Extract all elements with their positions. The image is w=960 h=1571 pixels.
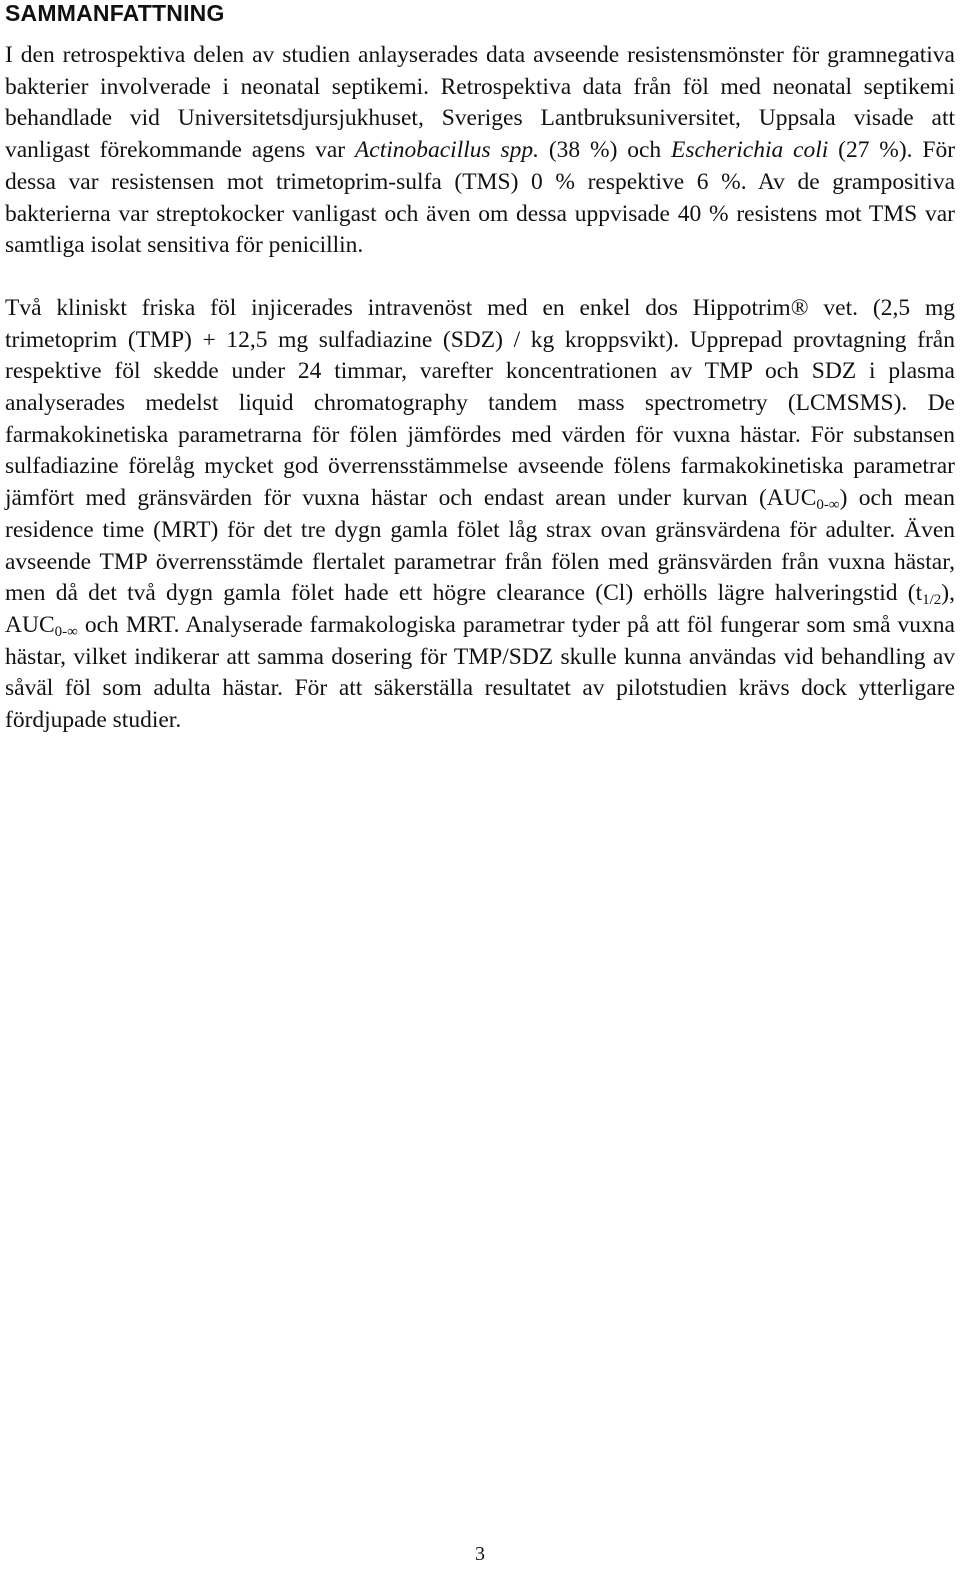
subscript: 1/2: [922, 592, 942, 609]
paragraph-text: (38 %) och: [548, 137, 662, 164]
paragraph-text: ), AUC: [5, 580, 955, 638]
summary-paragraph-pharmacokinetics: [5, 293, 955, 737]
paragraph-text: I den retrospektiva delen av studien anlayserades data avseende resistensmönster för gramnegativa bakterier involverade i neonatal septikemi. Retrospektiva data från föl med neonatal septikemi behandlade vid Universitetsdjursjukhuset, Sveriges Lantbruksuniversitet, Uppsala visade att vanligast förekommande agens var: [5, 42, 955, 164]
section-heading: SAMMANFATTNING: [5, 0, 225, 26]
subscript: 0-∞: [54, 623, 78, 640]
paragraph-text: Två kliniskt friska föl injicerades intravenöst med en enkel dos Hippotrim® vet. (2,5 mg trimetoprim (TMP) + 12,5 mg sulfadiazine (SDZ) / kg kroppsvikt). Upprepad provtagning från respektive föl skedde under 24 timmar, varefter koncentrationen av TMP och SDZ i plasma analyserades medelst liquid chromatography tandem mass spectrometry (LCMSMS). De farmakokinetiska parametrarna för fölen jämfördes med värden för vuxna hästar. För substansen sulfadiazine förelåg mycket god överrensstämmelse avseende fölens farmakokinetiska parametrar jämfört med gränsvärden för vuxna hästar och endast arean under kurvan (AUC: [5, 294, 955, 512]
paragraph-text: och MRT. Analyserade farmakologiska parametrar tyder på att föl fungerar som små vuxna hästar, vilket indikerar att samma dosering för TMP/SDZ skulle kunna användas vid behandling av såväl föl som adulta hästar. För att säkerställa resultatet av pilotstudien krävs dock ytterligare fördjupade studier.: [5, 611, 955, 734]
paragraph-text: ) och mean residence time (MRT) för det tre dygn gamla fölet låg strax ovan gränsvärdena för adulter. Även avseende TMP överrensstämde flertalet parametrar från fölen med gränsvärden från vuxna hästar, men då det två dygn gamla fölet hade ett högre clearance (Cl) erhölls lägre halveringstid (t: [5, 485, 955, 607]
summary-paragraph-resistance: [5, 40, 955, 262]
paragraph-text: (27 %). För dessa var resistensen mot trimetoprim-sulfa (TMS) 0 % respektive 6 %. Av de grampositiva bakterierna var streptokocker vanligast och även om dessa uppvisade 40 % resistens mot TMS var samtliga isolat sensitiva för penicillin.: [5, 137, 956, 259]
species-name: Escherichia coli: [670, 137, 829, 164]
document-page: [5, 0, 955, 737]
subscript: 0-∞: [816, 497, 840, 514]
page-number: 3: [475, 1543, 485, 1565]
species-name: Actinobacillus spp.: [354, 137, 540, 164]
